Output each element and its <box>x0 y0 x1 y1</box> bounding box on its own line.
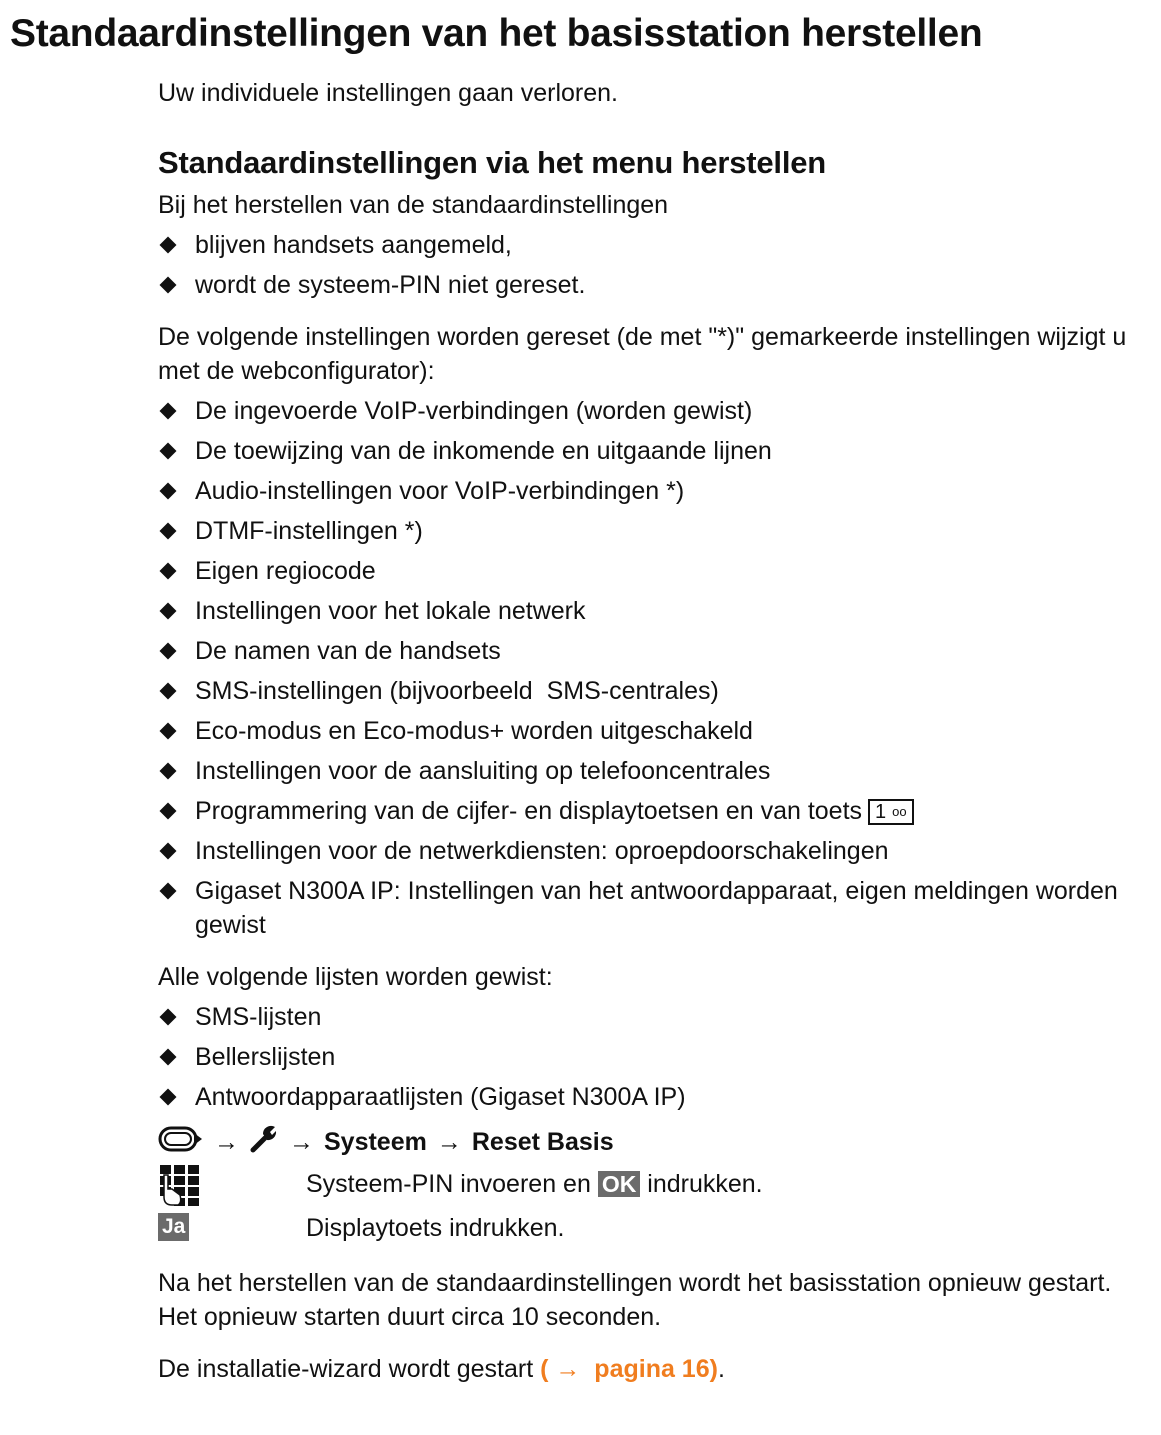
bullet-icon <box>160 523 177 540</box>
kept-list <box>158 228 1143 302</box>
keypad-icon <box>158 1162 306 1206</box>
list-item: Instellingen voor de netwerkdiensten: oproepdoorschakelingen <box>158 834 1143 868</box>
list-item: Gigaset N300A IP: Instellingen van het antwoordapparaat, eigen meldingen worden gewist <box>158 874 1143 942</box>
step-enter-pin <box>158 1162 1143 1206</box>
bullet-icon <box>160 843 177 860</box>
list-item: blijven handsets aangemeld, <box>158 228 1143 262</box>
bullet-icon <box>160 763 177 780</box>
arrow-icon: → <box>555 1355 581 1383</box>
arrow-icon: → <box>436 1127 462 1156</box>
wrench-icon <box>249 1124 279 1161</box>
bullet-icon <box>160 603 177 620</box>
content <box>158 76 1143 1386</box>
list-item: Instellingen voor het lokale netwerk <box>158 594 1143 628</box>
menu-path <box>158 1122 1143 1162</box>
list-item: SMS-instellingen (bijvoorbeeld SMS-centrales) <box>158 674 1143 708</box>
ok-key-badge: OK <box>598 1171 641 1197</box>
bullet-icon <box>160 803 177 820</box>
list-item: DTMF-instellingen *) <box>158 514 1143 548</box>
reset-intro: De volgende instellingen worden gereset (de met "*)" gemarkeerde instellingen wijzigt u met de webconfigurator): <box>158 323 1127 385</box>
bullet-icon <box>160 483 177 500</box>
bullet-icon <box>160 643 177 660</box>
list-item: Programmering van de cijfer- en displaytoetsen en van toets 1 oo <box>158 794 1143 828</box>
bullet-icon <box>160 403 177 420</box>
bullet-icon <box>160 1009 177 1026</box>
step-text: Systeem-PIN invoeren en OK indrukken. <box>306 1169 763 1198</box>
menu-key-icon <box>158 1124 204 1161</box>
page-reference-link[interactable]: ( → pagina 16) <box>540 1355 718 1383</box>
arrow-icon: → <box>289 1127 314 1156</box>
list-item: Audio-instellingen voor VoIP-verbindingen *) <box>158 474 1143 508</box>
deleted-intro: Alle volgende lijsten worden gewist: <box>158 963 553 991</box>
bullet-icon <box>160 1049 177 1066</box>
ja-key-badge: Ja <box>158 1213 189 1241</box>
menu-item-systeem: Systeem <box>324 1127 427 1156</box>
wizard-text: De installatie-wizard wordt gestart ( → pagina 16). <box>158 1355 725 1383</box>
step-confirm <box>158 1206 1143 1250</box>
key-1-voicemail-icon: 1 oo <box>868 799 914 825</box>
step-text: Displaytoets indrukken. <box>306 1213 565 1242</box>
restore-intro: Bij het herstellen van de standaardinstellingen <box>158 191 669 219</box>
list-item: Antwoordapparaatlijsten (Gigaset N300A IP) <box>158 1080 1143 1114</box>
bullet-icon <box>160 443 177 460</box>
bullet-icon <box>160 277 177 294</box>
list-item: SMS-lijsten <box>158 1000 1143 1034</box>
bullet-icon <box>160 723 177 740</box>
bullet-icon <box>160 237 177 254</box>
bullet-icon <box>160 683 177 700</box>
bullet-icon <box>160 1089 177 1106</box>
reset-list <box>158 394 1143 942</box>
bullet-icon <box>160 883 177 900</box>
list-item: Bellerslijsten <box>158 1040 1143 1074</box>
menu-item-reset-basis: Reset Basis <box>471 1127 614 1156</box>
arrow-icon: → <box>214 1127 239 1156</box>
intro-text: Uw individuele instellingen gaan verloren. <box>158 79 618 107</box>
restart-text: Na het herstellen van de standaardinstellingen wordt het basisstation opnieuw gestart. Het opnieuw starten duurt circa 10 seconden. <box>158 1269 1112 1331</box>
list-item: Eco-modus en Eco-modus+ worden uitgeschakeld <box>158 714 1143 748</box>
page-title: Standaardinstellingen van het basisstation herstellen <box>10 12 983 55</box>
list-item: Eigen regiocode <box>158 554 1143 588</box>
deleted-list <box>158 1000 1143 1114</box>
list-item: Instellingen voor de aansluiting op telefooncentrales <box>158 754 1143 788</box>
bullet-icon <box>160 563 177 580</box>
list-item: De namen van de handsets <box>158 634 1143 668</box>
section-title: Standaardinstellingen via het menu herstellen <box>158 145 827 180</box>
list-item: De toewijzing van de inkomende en uitgaande lijnen <box>158 434 1143 468</box>
list-item: wordt de systeem-PIN niet gereset. <box>158 268 1143 302</box>
list-item: De ingevoerde VoIP-verbindingen (worden gewist) <box>158 394 1143 428</box>
